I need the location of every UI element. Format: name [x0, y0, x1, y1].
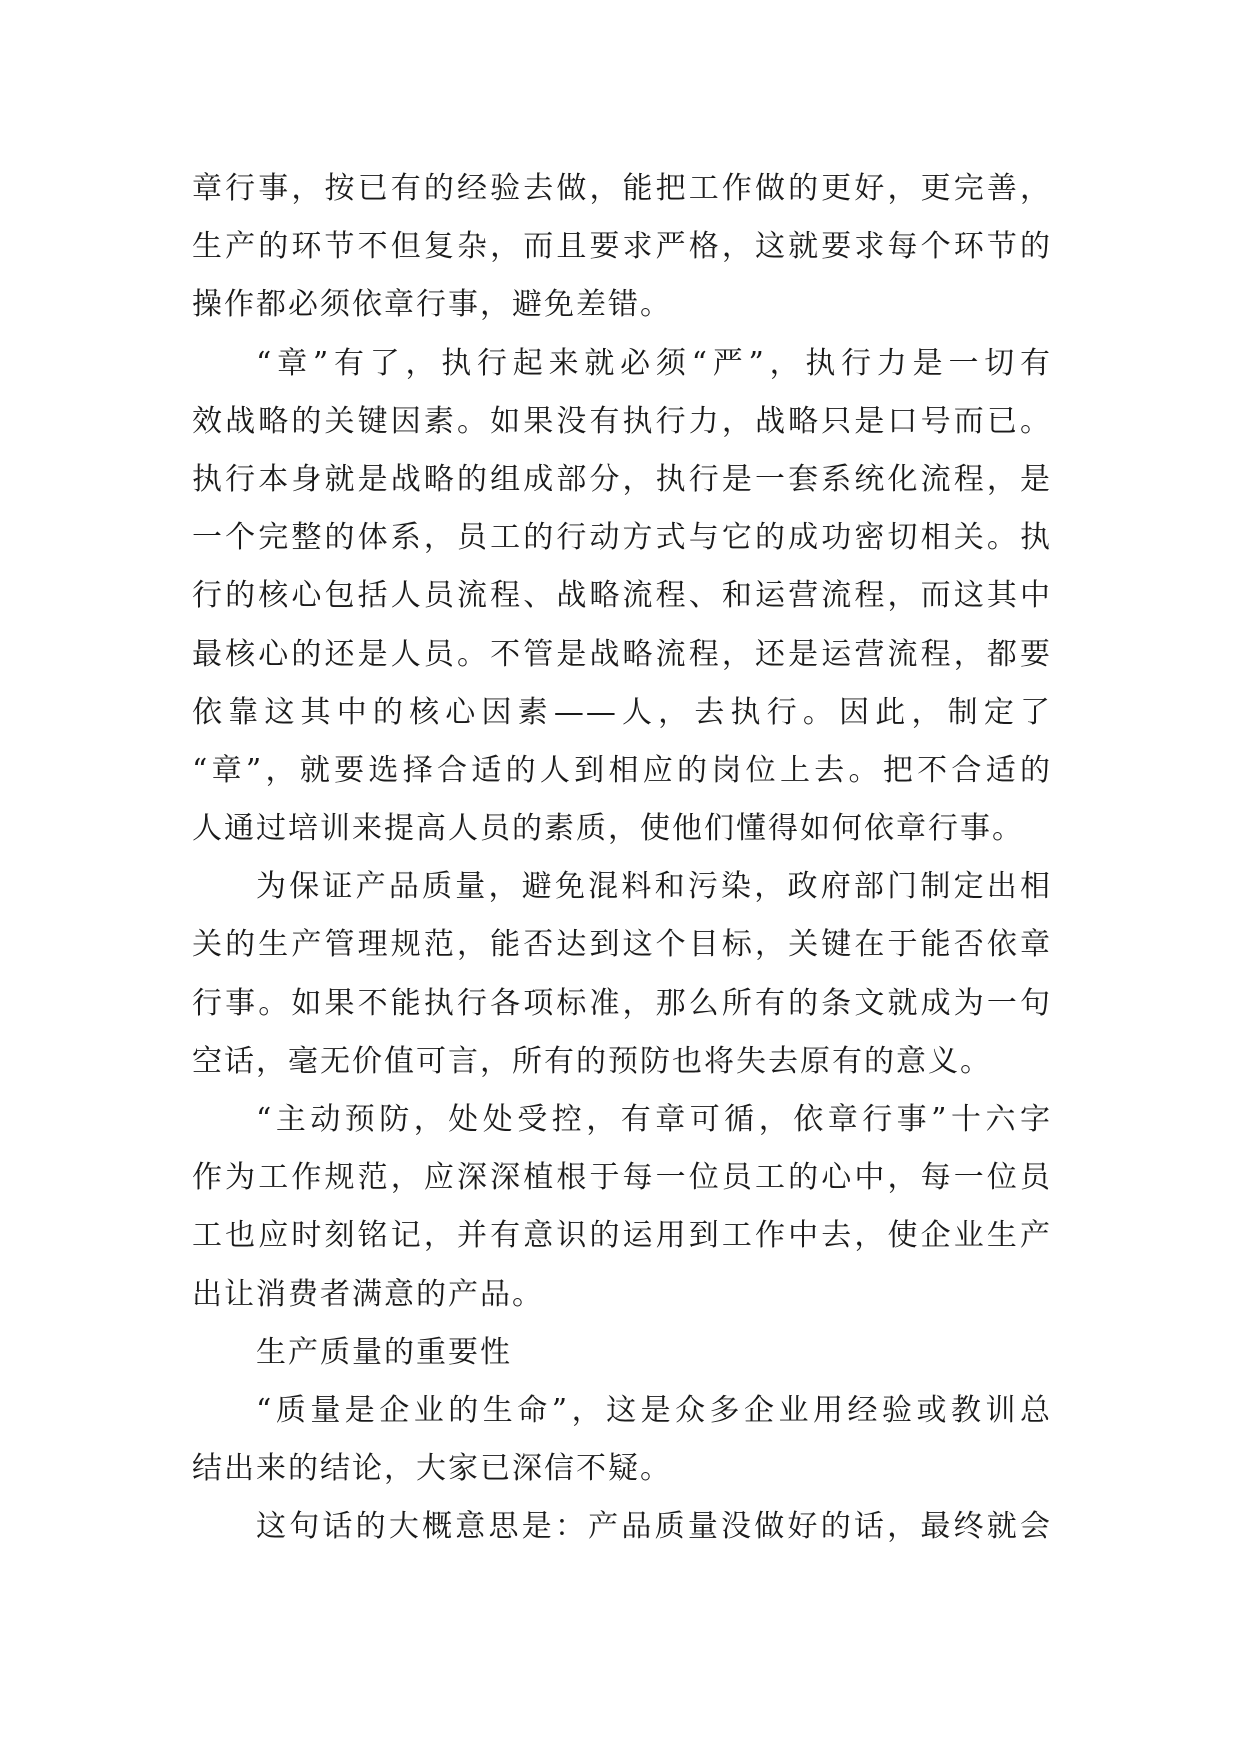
- text-line: 行事。如果不能执行各项标准，那么所有的条文就成为一句: [192, 985, 1052, 1021]
- text-line: 操作都必须依章行事，避免差错。: [192, 287, 672, 323]
- text-line: 生产质量的重要性: [256, 1334, 512, 1370]
- text-line: 效战略的关键因素。如果没有执行力，战略只是口号而已。: [192, 403, 1052, 439]
- text-line: 依靠这其中的核心因素——人，去执行。因此，制定了: [192, 694, 1052, 730]
- text-line: 行的核心包括人员流程、战略流程、和运营流程，而这其中: [192, 578, 1052, 614]
- text-line: 生产的环节不但复杂，而且要求严格，这就要求每个环节的: [192, 229, 1052, 265]
- text-line: 章行事，按已有的经验去做，能把工作做的更好，更完善，: [192, 171, 1052, 206]
- text-line: 出让消费者满意的产品。: [192, 1276, 544, 1312]
- text-line: 结出来的结论，大家已深信不疑。: [192, 1451, 672, 1487]
- text-line: 人通过培训来提高人员的素质，使他们懂得如何依章行事。: [192, 811, 1024, 847]
- text-line: 关的生产管理规范，能否达到这个目标，关键在于能否依章: [192, 927, 1052, 963]
- body-text: [192, 160, 1052, 1557]
- text-line: 最核心的还是人员。不管是战略流程，还是运营流程，都要: [192, 636, 1052, 672]
- text-line: 这句话的大概意思是：产品质量没做好的话，最终就会: [256, 1509, 1052, 1545]
- text-line: 为保证产品质量，避免混料和污染，政府部门制定出相: [256, 869, 1052, 905]
- text-line: “章”有了，执行起来就必须“严”，执行力是一切有: [256, 345, 1052, 381]
- text-line: 空话，毫无价值可言，所有的预防也将失去原有的意义。: [192, 1043, 992, 1079]
- text-line: 工也应时刻铭记，并有意识的运用到工作中去，使企业生产: [192, 1218, 1052, 1254]
- text-line: 一个完整的体系，员工的行动方式与它的成功密切相关。执: [192, 520, 1052, 556]
- text-line: “主动预防，处处受控，有章可循，依章行事”十六字: [256, 1102, 1052, 1137]
- text-line: “章”，就要选择合适的人到相应的岗位上去。把不合适的: [192, 752, 1052, 788]
- text-line: 作为工作规范，应深深植根于每一位员工的心中，每一位员: [192, 1160, 1052, 1196]
- text-line: 执行本身就是战略的组成部分，执行是一套系统化流程，是: [192, 461, 1052, 497]
- text-line: “质量是企业的生命”，这是众多企业用经验或教训总: [256, 1392, 1052, 1428]
